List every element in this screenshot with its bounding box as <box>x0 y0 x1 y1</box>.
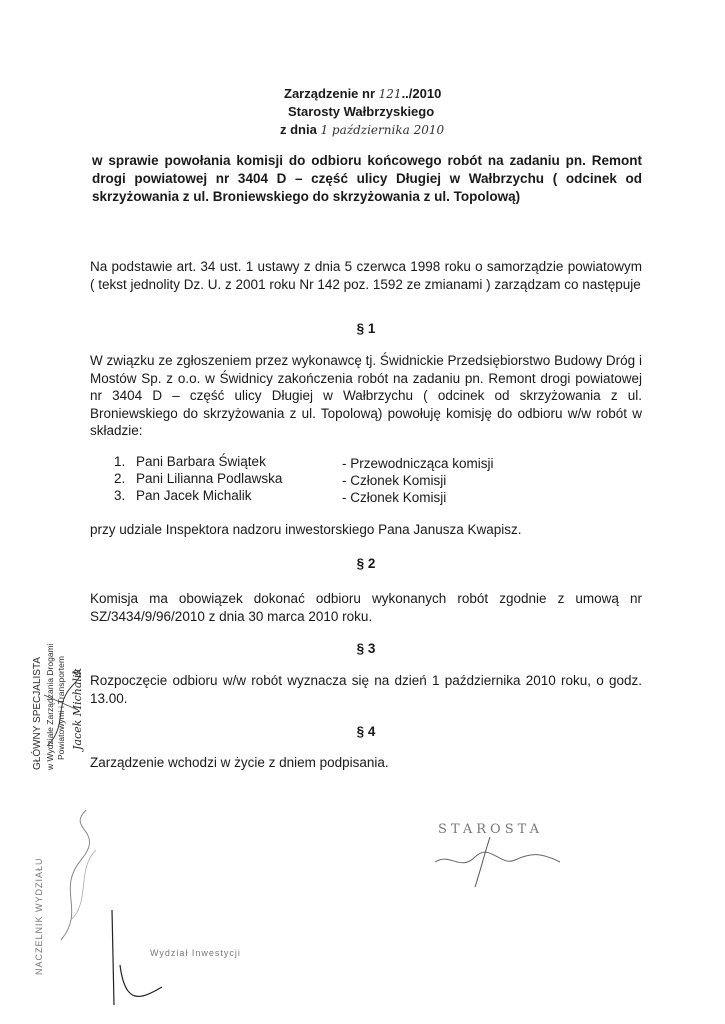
member-1-role: - Przewodnicząca komisji <box>342 456 494 471</box>
section-2-heading: § 2 <box>356 556 376 571</box>
handwritten-number: 121 <box>378 87 402 101</box>
specialist-stamp-line-2: w Wydziale Zarządzania Drogami <box>45 643 55 770</box>
specialist-signature: Jacek Michalik <box>71 667 84 750</box>
head-signature-scribble <box>46 800 106 950</box>
head-of-department-label: NACZELNIK WYDZIAŁU <box>34 857 44 975</box>
title-line-3: z dnia 1 października 2010 <box>280 122 445 137</box>
title-line-2: Starosty Wałbrzyskiego <box>288 104 435 119</box>
member-3-number: 3. <box>114 488 126 503</box>
section-1-inspector: przy udziale Inspektora nadzoru inwestorskiego Pana Janusza Kwapisz. <box>90 522 522 537</box>
document-subject: w sprawie powołania komisji do odbioru końcowego robót na zadaniu pn. Remont drogi powiatowej nr 3404 D – część ulicy Długiej w Wałbrzychu ( odcinek od skrzyżowania z ul. Broniewskiego do skrzyżowania z ul. Topolową) <box>92 153 642 204</box>
member-2-name: Pani Lilianna Podlawska <box>136 471 283 486</box>
section-2-text: Komisja ma obowiązek dokonać odbioru wykonanych robót zgodnie z umową nr SZ/3434/9/96/2010 z dnia 30 marca 2010 roku. <box>90 591 642 624</box>
handwritten-date: 1 października 2010 <box>320 123 445 137</box>
specialist-signature-scribble <box>38 665 88 765</box>
member-2-role: - Członek Komisji <box>342 473 447 488</box>
section-3-text: Rozpoczęcie odbioru w/w robót wyznacza się na dzień 1 października 2010 roku, o godz. 13.00. <box>90 673 642 706</box>
title-line-1: Zarządzenie nr 121../2010 <box>284 86 442 101</box>
specialist-stamp-line-1: GŁÓWNY SPECJALISTA <box>32 657 43 770</box>
section-1-heading: § 1 <box>356 321 376 336</box>
section-4-heading: § 4 <box>356 724 376 739</box>
member-1-name: Pani Barbara Świątek <box>136 454 266 469</box>
section-4-text: Zarządzenie wchodzi w życie z dniem podpisania. <box>90 755 389 770</box>
registry-stamp: Wydział Inwestycji <box>150 948 241 958</box>
member-3-role: - Członek Komisji <box>342 490 447 505</box>
bottom-signature-scribble <box>100 905 180 1015</box>
section-1-text: W związku ze zgłoszeniem przez wykonawcę tj. Świdnickie Przedsiębiorstwo Budowy Dróg i Mostów Sp. z o.o. w Świdnicy zakończenia robót na zadaniu pn. Remont drogi powiatowej nr 3404 D – część ulicy Długiej w Wałbrzychu ( odcinek od skrzyżowania z ul. Broniewskiego do skrzyżowania z ul. Topolową) powołuję komisję do odbioru w/w robót w składzie: <box>90 353 642 438</box>
member-3-name: Pan Jacek Michalik <box>136 488 252 503</box>
section-3-heading: § 3 <box>356 641 376 656</box>
starosta-stamp: STAROSTA <box>438 822 543 837</box>
legal-basis: Na podstawie art. 34 ust. 1 ustawy z dnia 5 czerwca 1998 roku o samorządzie powiatowym ( tekst jednolity Dz. U. z 2001 roku Nr 142 poz. 1592 ze zmianami ) zarządzam co następuje <box>90 259 642 292</box>
member-1-number: 1. <box>114 454 126 469</box>
starosta-signature <box>430 832 580 892</box>
specialist-stamp-line-3: Powiatowymi i Transportem <box>56 656 66 760</box>
member-2-number: 2. <box>114 471 126 486</box>
